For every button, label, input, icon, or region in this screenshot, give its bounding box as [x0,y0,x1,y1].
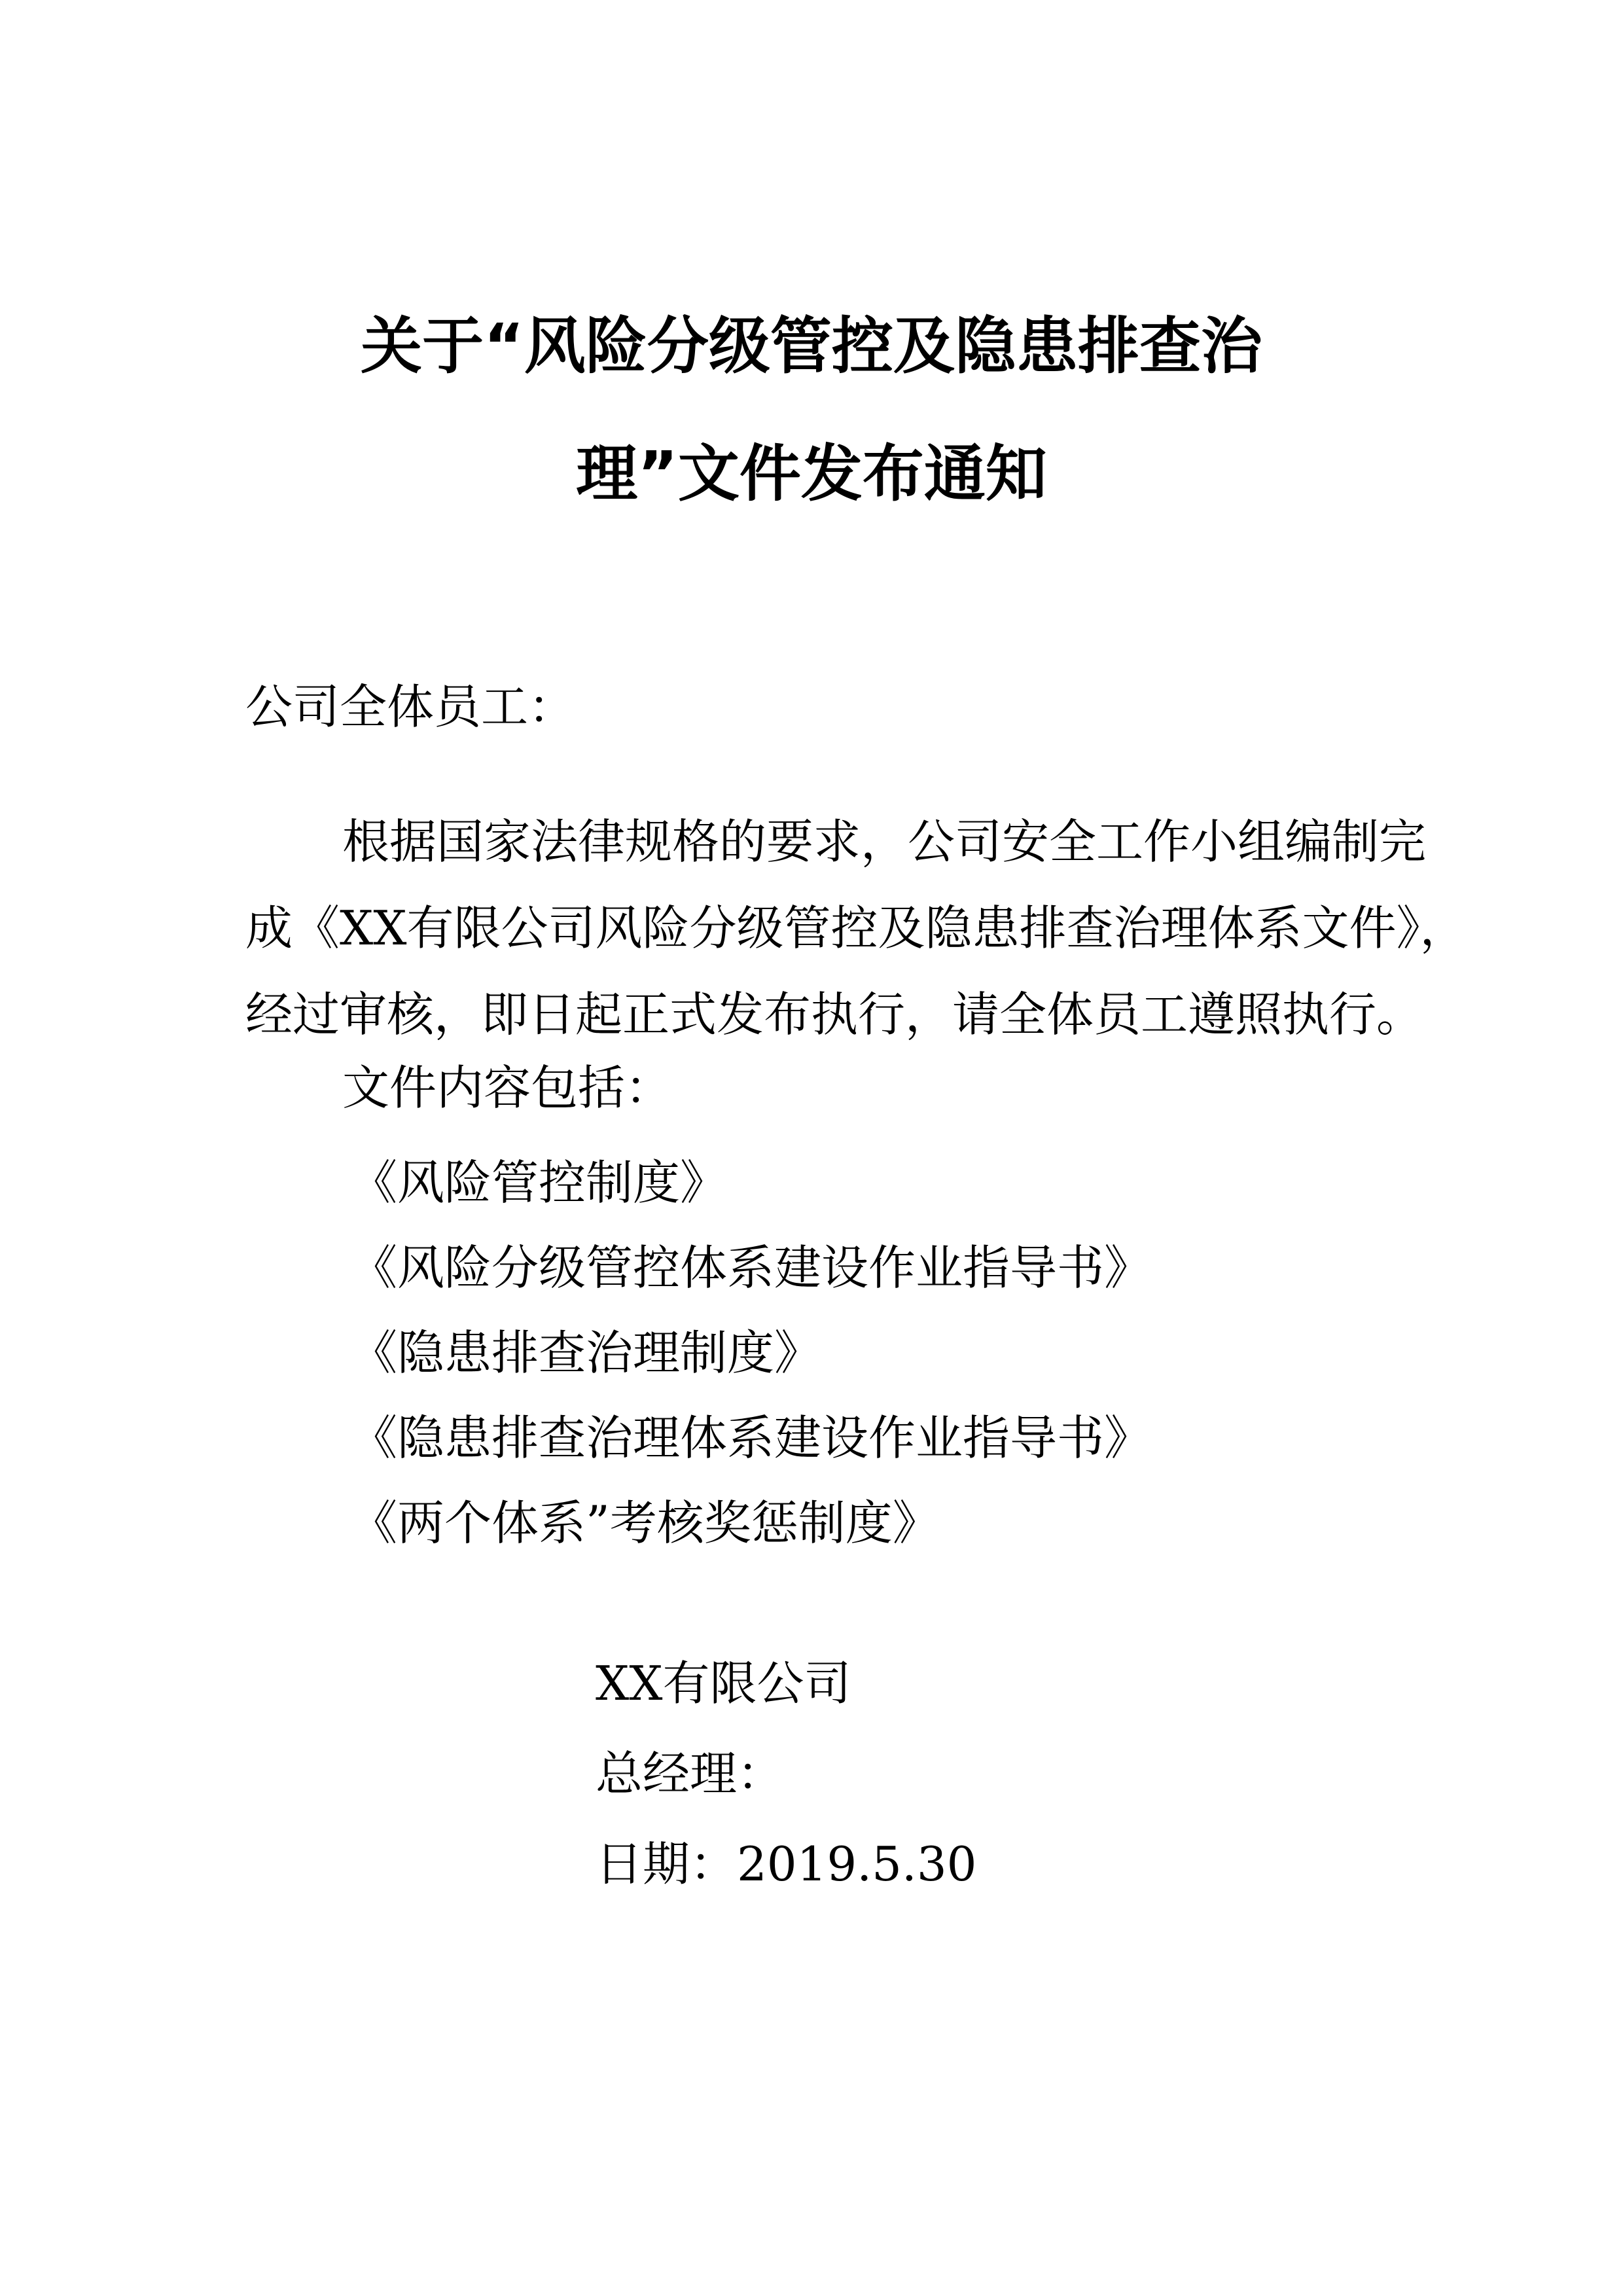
company-name: XX有限公司 [596,1656,851,1711]
notice-title-line-2: 理”文件发布通知 [576,439,1047,510]
document-list [350,1140,1151,1566]
body-line-3: 经过审核，即日起正式发布执行，请全体员工遵照执行。 [245,987,1424,1042]
general-manager-label: 总经理： [596,1746,785,1801]
contents-intro: 文件内容包括： [342,1060,673,1115]
body-line-2: 成《XX有限公司风险分级管控及隐患排查治理体系文件》， [245,901,1467,956]
notice-title-line-1: 关于“风险分级管控及隐患排查治 [361,311,1262,382]
document-item: 《风险管控制度》 [350,1155,728,1210]
document-item: 《风险分级管控体系建设作业指导书》 [350,1240,1152,1295]
signature-block [596,1638,976,1909]
salutation: 公司全体员工： [245,679,576,734]
body-line-1: 根据国家法律规格的要求，公司安全工作小组编制完 [342,814,1427,869]
date-line: 日期：2019.5.30 [596,1837,977,1892]
document-item: 《隐患排查治理制度》 [350,1325,822,1380]
document-item: 《两个体系”考核奖惩制度》 [350,1496,940,1551]
document-item: 《隐患排查治理体系建设作业指导书》 [350,1410,1152,1465]
body-paragraph [245,798,1482,1058]
